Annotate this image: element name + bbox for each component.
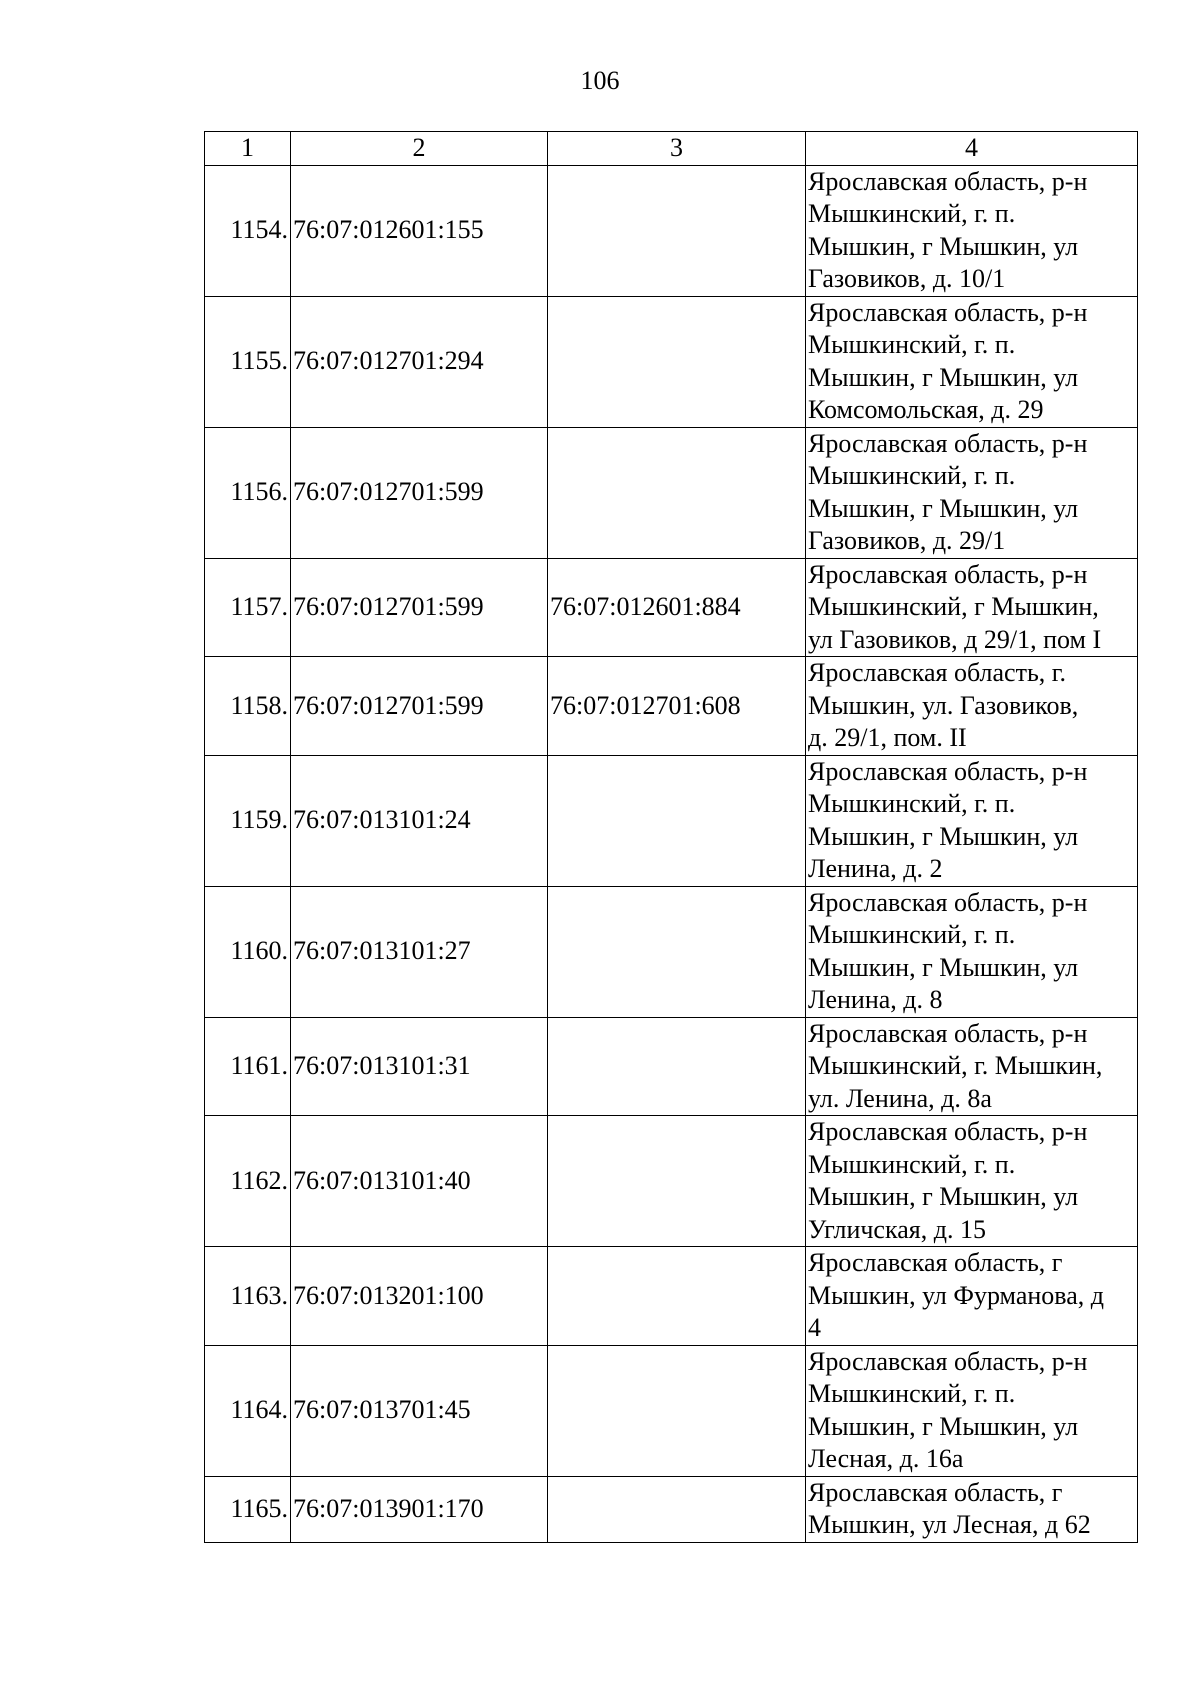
row-number: 1160.	[205, 886, 291, 1017]
related-cadastral-number	[548, 296, 806, 427]
row-number: 1163.	[205, 1247, 291, 1346]
cadastral-number: 76:07:013201:100	[291, 1247, 548, 1346]
related-cadastral-number	[548, 165, 806, 296]
related-cadastral-number	[548, 755, 806, 886]
address: Ярославская область, р-н Мышкинский, г. п. Мышкин, г Мышкин, ул Лесная, д. 16а	[806, 1345, 1138, 1476]
row-number: 1161.	[205, 1017, 291, 1116]
cadastral-number: 76:07:012701:599	[291, 558, 548, 657]
table-row	[205, 1116, 1138, 1247]
row-number: 1157.	[205, 558, 291, 657]
cadastral-number: 76:07:013101:31	[291, 1017, 548, 1116]
table-row	[205, 1476, 1138, 1542]
column-header-2: 2	[291, 132, 548, 166]
row-number: 1165.	[205, 1476, 291, 1542]
address: Ярославская область, г Мышкин, ул Фурманова, д 4	[806, 1247, 1138, 1346]
row-number: 1164.	[205, 1345, 291, 1476]
row-number: 1156.	[205, 427, 291, 558]
column-header-4: 4	[806, 132, 1138, 166]
table-row	[205, 1017, 1138, 1116]
cadastral-number: 76:07:012601:155	[291, 165, 548, 296]
table-row	[205, 657, 1138, 756]
address: Ярославская область, р-н Мышкинский, г. п. Мышкин, г Мышкин, ул Газовиков, д. 10/1	[806, 165, 1138, 296]
cadastral-number: 76:07:013101:24	[291, 755, 548, 886]
address: Ярославская область, г. Мышкин, ул. Газовиков, д. 29/1, пом. II	[806, 657, 1138, 756]
related-cadastral-number	[548, 1476, 806, 1542]
row-number: 1154.	[205, 165, 291, 296]
table-row	[205, 755, 1138, 886]
page-number: 106	[580, 66, 620, 95]
address: Ярославская область, р-н Мышкинский, г. п. Мышкин, г Мышкин, ул Комсомольская, д. 29	[806, 296, 1138, 427]
related-cadastral-number	[548, 427, 806, 558]
related-cadastral-number	[548, 1116, 806, 1247]
table-row	[205, 1345, 1138, 1476]
table-row	[205, 296, 1138, 427]
related-cadastral-number: 76:07:012601:884	[548, 558, 806, 657]
table-row	[205, 165, 1138, 296]
cadastral-number: 76:07:013701:45	[291, 1345, 548, 1476]
table-row	[205, 427, 1138, 558]
address: Ярославская область, р-н Мышкинский, г. п. Мышкин, г Мышкин, ул Ленина, д. 8	[806, 886, 1138, 1017]
table-header-row	[205, 132, 1138, 166]
related-cadastral-number	[548, 1017, 806, 1116]
table-row	[205, 886, 1138, 1017]
address: Ярославская область, р-н Мышкинский, г. Мышкин, ул. Ленина, д. 8а	[806, 1017, 1138, 1116]
related-cadastral-number	[548, 886, 806, 1017]
column-header-3: 3	[548, 132, 806, 166]
cadastral-number: 76:07:012701:599	[291, 657, 548, 756]
row-number: 1159.	[205, 755, 291, 886]
address: Ярославская область, р-н Мышкинский, г Мышкин, ул Газовиков, д 29/1, пом I	[806, 558, 1138, 657]
related-cadastral-number: 76:07:012701:608	[548, 657, 806, 756]
table-row	[205, 1247, 1138, 1346]
cadastral-number: 76:07:013101:40	[291, 1116, 548, 1247]
row-number: 1158.	[205, 657, 291, 756]
cadastral-number: 76:07:013101:27	[291, 886, 548, 1017]
address: Ярославская область, р-н Мышкинский, г. п. Мышкин, г Мышкин, ул Ленина, д. 2	[806, 755, 1138, 886]
related-cadastral-number	[548, 1345, 806, 1476]
column-header-1: 1	[205, 132, 291, 166]
table-row	[205, 558, 1138, 657]
cadastral-number: 76:07:012701:599	[291, 427, 548, 558]
row-number: 1162.	[205, 1116, 291, 1247]
address: Ярославская область, р-н Мышкинский, г. п. Мышкин, г Мышкин, ул Газовиков, д. 29/1	[806, 427, 1138, 558]
address: Ярославская область, р-н Мышкинский, г. п. Мышкин, г Мышкин, ул Угличская, д. 15	[806, 1116, 1138, 1247]
table-body	[205, 165, 1138, 1542]
cadastral-number: 76:07:013901:170	[291, 1476, 548, 1542]
address: Ярославская область, г Мышкин, ул Лесная, д 62	[806, 1476, 1138, 1542]
related-cadastral-number	[548, 1247, 806, 1346]
registry-table	[204, 131, 1138, 1543]
cadastral-number: 76:07:012701:294	[291, 296, 548, 427]
row-number: 1155.	[205, 296, 291, 427]
